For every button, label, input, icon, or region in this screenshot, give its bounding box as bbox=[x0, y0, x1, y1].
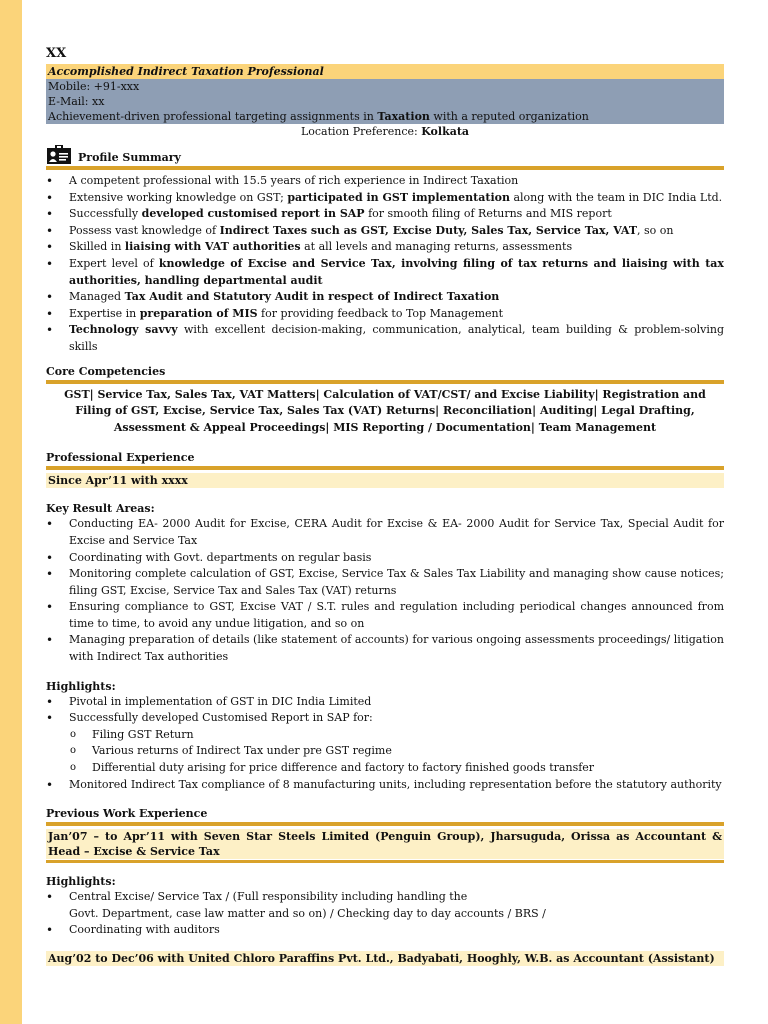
role-underline bbox=[46, 860, 724, 863]
sap-report-sublist bbox=[46, 727, 724, 777]
resume-page bbox=[46, 44, 724, 966]
section-rule bbox=[46, 466, 724, 470]
professional-title: Accomplished Indirect Taxation Professional bbox=[46, 64, 724, 79]
earlier-role-bar: Aug’02 to Dec’06 with United Chloro Paraffins Pvt. Ltd., Badyabati, Hooghly, W.B. as Accountant (Assistant) bbox=[46, 951, 724, 966]
core-competencies-text: GST| Service Tax, Sales Tax, VAT Matters| Calculation of VAT/CST/ and Excise Liability| Registration and Filing of GST, Excise, Service Tax, Sales Tax (VAT) Returns| Reconciliation| Auditing| Legal Drafting, Assessment & Appeal Proceedings| MIS Reporting / Documentation| Team Management bbox=[64, 387, 706, 434]
objective-text: Achievement-driven professional targeting assignments in bbox=[48, 110, 378, 123]
profile-summary-list bbox=[46, 173, 724, 356]
list-item: • Conducting EA- 2000 Audit for Excise, CERA Audit for Excise & EA- 2000 Audit for Service Tax, Special Audit for Excise and Service Tax bbox=[46, 516, 724, 549]
email-line: E-Mail: xx bbox=[46, 94, 724, 109]
highlights-list bbox=[46, 694, 724, 727]
sub-list-item: o Differential duty arising for price difference and factory to factory finished goods transfer bbox=[46, 760, 724, 777]
candidate-name: XX bbox=[46, 46, 67, 61]
sub-list-item: o Filing GST Return bbox=[46, 727, 724, 744]
profile-summary-heading: Profile Summary bbox=[78, 151, 181, 164]
mobile-line: Mobile: +91-xxx bbox=[46, 79, 724, 94]
id-card-icon bbox=[46, 145, 72, 165]
highlights-list-continued bbox=[46, 777, 724, 794]
kra-heading: Key Result Areas: bbox=[46, 502, 155, 516]
list-item: • Coordinating with Govt. departments on regular basis bbox=[46, 550, 724, 567]
list-item: • Successfully developed customised report in SAP for smooth filing of Returns and MIS report bbox=[46, 206, 724, 223]
list-item: • Central Excise/ Service Tax / (Full responsibility including handling the Govt. Department, case law matter and so on) / Checking day to day accounts / BRS / bbox=[46, 889, 724, 922]
current-role-bar: Since Apr’11 with xxxx bbox=[46, 473, 724, 488]
location-label: Location Preference: bbox=[300, 125, 422, 138]
sub-list-item: o Various returns of Indirect Tax under pre GST regime bbox=[46, 743, 724, 760]
previous-role-bar: Jan’07 – to Apr’11 with Seven Star Steels Limited (Penguin Group), Jharsuguda, Orissa as Accountant & Head – Excise & Service Tax bbox=[48, 830, 722, 859]
list-item: • Successfully developed Customised Report in SAP for: bbox=[46, 710, 724, 727]
list-item: • Expert level of knowledge of Excise and Service Tax, involving filing of tax returns and liaising with tax authorities, handling departmental audit bbox=[46, 256, 724, 289]
kra-list bbox=[46, 516, 724, 665]
previous-highlights-heading: Highlights: bbox=[46, 875, 116, 889]
location-value: Kolkata bbox=[421, 125, 470, 138]
list-item: • Monitored Indirect Tax compliance of 8 manufacturing units, including representation before the statutory authority bbox=[46, 777, 724, 794]
list-item: • Extensive working knowledge on GST; participated in GST implementation along with the team in DIC India Ltd. bbox=[46, 190, 724, 207]
objective-text-end: with a reputed organization bbox=[429, 110, 589, 123]
location-preference bbox=[46, 124, 724, 139]
highlights-heading: Highlights: bbox=[46, 679, 116, 693]
list-item: • Possess vast knowledge of Indirect Taxes such as GST, Excise Duty, Sales Tax, Service Tax, VAT, so on bbox=[46, 223, 724, 240]
list-item: • Skilled in liaising with VAT authorities at all levels and managing returns, assessments bbox=[46, 239, 724, 256]
left-decorative-stripe bbox=[0, 0, 22, 1024]
profile-summary-header bbox=[46, 141, 724, 165]
section-rule bbox=[46, 166, 724, 170]
professional-experience-heading: Professional Experience bbox=[46, 451, 195, 465]
list-item: • Ensuring compliance to GST, Excise VAT / S.T. rules and regulation including periodical changes announced from time to time, to avoid any undue litigation, and so on bbox=[46, 599, 724, 632]
list-item: • Coordinating with auditors bbox=[46, 922, 724, 939]
objective-keyword: Taxation bbox=[377, 110, 430, 123]
list-item: • Technology savvy with excellent decision-making, communication, analytical, team building & problem-solving skills bbox=[46, 322, 724, 355]
list-item: • Managed Tax Audit and Statutory Audit in respect of Indirect Taxation bbox=[46, 289, 724, 306]
previous-highlights-list bbox=[46, 889, 724, 939]
list-item: • Managing preparation of details (like statement of accounts) for various ongoing assessments proceedings/ litigation with Indirect Tax authorities bbox=[46, 632, 724, 665]
section-rule bbox=[46, 822, 724, 826]
objective-line bbox=[46, 109, 724, 124]
previous-experience-heading: Previous Work Experience bbox=[46, 807, 208, 821]
list-item: • Monitoring complete calculation of GST, Excise, Service Tax & Sales Tax Liability and managing show cause notices; filing GST, Excise, Service Tax and Sales Tax (VAT) returns bbox=[46, 566, 724, 599]
core-competencies-heading: Core Competencies bbox=[46, 364, 166, 378]
section-rule bbox=[46, 380, 724, 384]
list-item: • Expertise in preparation of MIS for providing feedback to Top Management bbox=[46, 306, 724, 323]
list-item: • Pivotal in implementation of GST in DIC India Limited bbox=[46, 694, 724, 711]
list-item: • A competent professional with 15.5 years of rich experience in Indirect Taxation bbox=[46, 173, 724, 190]
